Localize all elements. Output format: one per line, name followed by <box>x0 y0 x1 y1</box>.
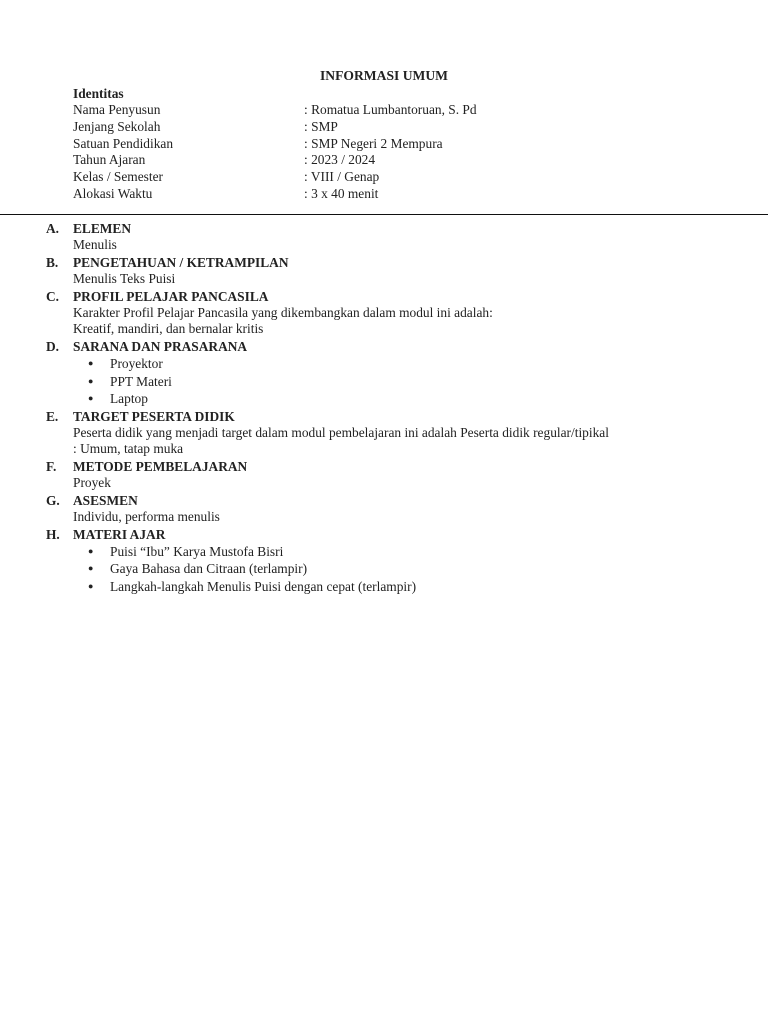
section-letter: E. <box>46 408 59 424</box>
section-heading <box>0 220 768 237</box>
identity-label: Jenjang Sekolah <box>73 118 161 134</box>
identity-value: : Romatua Lumbantoruan, S. Pd <box>304 102 477 117</box>
section-text: Menulis Teks Puisi <box>73 270 176 286</box>
bullet-text: Gaya Bahasa dan Citraan (terlampir) <box>110 561 308 577</box>
identity-label: Kelas / Semester <box>73 169 163 185</box>
bullet-item <box>88 560 768 578</box>
identity-value: : 3 x 40 menit <box>304 185 379 201</box>
section-body <box>0 475 768 492</box>
section-text: Peserta didik yang menjadi target dalam modul pembelajaran ini adalah Peserta didik regular/tipikal <box>73 424 609 440</box>
identity-label: Satuan Pendidikan <box>73 135 174 151</box>
bullet-icon: ● <box>88 563 94 574</box>
section-body <box>0 425 768 459</box>
section-title: SARANA DAN PRASARANA <box>73 339 248 355</box>
section-letter: A. <box>46 221 60 236</box>
bullet-icon: ● <box>88 358 94 369</box>
section-title: PENGETAHUAN / KETRAMPILAN <box>73 254 289 270</box>
section-title: PROFIL PELAJAR PANCASILA <box>73 288 269 304</box>
identity-value: : SMP Negeri 2 Mempura <box>304 135 443 151</box>
identity-block <box>73 85 713 203</box>
section-text: Individu, performa menulis <box>73 509 220 525</box>
section-title: ELEMEN <box>73 221 132 236</box>
bullet-item <box>88 578 768 596</box>
section-list <box>0 220 768 595</box>
section-heading <box>0 526 768 543</box>
identity-label: Alokasi Waktu <box>73 185 153 201</box>
identity-row <box>73 152 713 169</box>
bullet-text: Puisi “Ibu” Karya Mustofa Bisri <box>110 543 284 559</box>
identity-row <box>73 136 713 153</box>
bullet-item <box>88 543 768 561</box>
bullet-item <box>88 355 768 373</box>
identity-row <box>73 102 713 119</box>
bullet-icon: ● <box>88 393 94 404</box>
identity-row <box>73 119 713 136</box>
section-text: Karakter Profil Pelajar Pancasila yang dikembangkan dalam modul ini adalah: <box>73 304 493 320</box>
section-letter: H. <box>46 526 60 542</box>
section-text: : Umum, tatap muka <box>73 441 184 457</box>
section-body <box>0 271 768 288</box>
section-title: METODE PEMBELAJARAN <box>73 459 248 475</box>
section-letter: G. <box>46 493 60 509</box>
bullet-item <box>88 373 768 391</box>
bullet-text: Laptop <box>110 391 148 407</box>
identity-row <box>73 169 713 186</box>
section-text: Proyek <box>73 475 111 491</box>
identity-value: : VIII / Genap <box>304 169 380 185</box>
section-text: Kreatif, mandiri, dan bernalar kritis <box>73 321 264 337</box>
section-title: MATERI AJAR <box>73 526 166 542</box>
section-text: Menulis <box>73 237 117 252</box>
bullet-list <box>0 355 768 408</box>
section-body <box>0 509 768 526</box>
bullet-icon: ● <box>88 580 94 591</box>
bullet-text: PPT Materi <box>110 373 172 389</box>
bullet-list <box>0 543 768 596</box>
section-title: ASESMEN <box>73 493 138 509</box>
identity-row <box>73 186 713 203</box>
section-heading <box>0 288 768 305</box>
section-heading <box>0 492 768 509</box>
page-title: INFORMASI UMUM <box>320 68 448 83</box>
bullet-icon: ● <box>88 375 94 386</box>
bullet-icon: ● <box>88 545 94 556</box>
identity-value: : 2023 / 2024 <box>304 152 376 168</box>
divider-line <box>0 214 768 215</box>
section-letter: D. <box>46 339 60 355</box>
identity-heading: Identitas <box>73 86 124 101</box>
section-title: TARGET PESERTA DIDIK <box>73 408 235 424</box>
bullet-text: Langkah-langkah Menulis Puisi dengan cepat (terlampir) <box>110 578 417 594</box>
section-heading <box>0 338 768 355</box>
section-heading <box>0 458 768 475</box>
section-heading <box>0 254 768 271</box>
identity-label: Nama Penyusun <box>73 102 161 117</box>
section-body <box>0 237 768 254</box>
bullet-item <box>88 390 768 408</box>
identity-value: : SMP <box>304 118 338 134</box>
bullet-text: Proyektor <box>110 356 163 372</box>
section-letter: B. <box>46 254 59 270</box>
section-heading <box>0 408 768 425</box>
section-letter: C. <box>46 288 60 304</box>
section-body <box>0 305 768 339</box>
section-letter: F. <box>46 459 57 475</box>
identity-label: Tahun Ajaran <box>73 152 146 168</box>
